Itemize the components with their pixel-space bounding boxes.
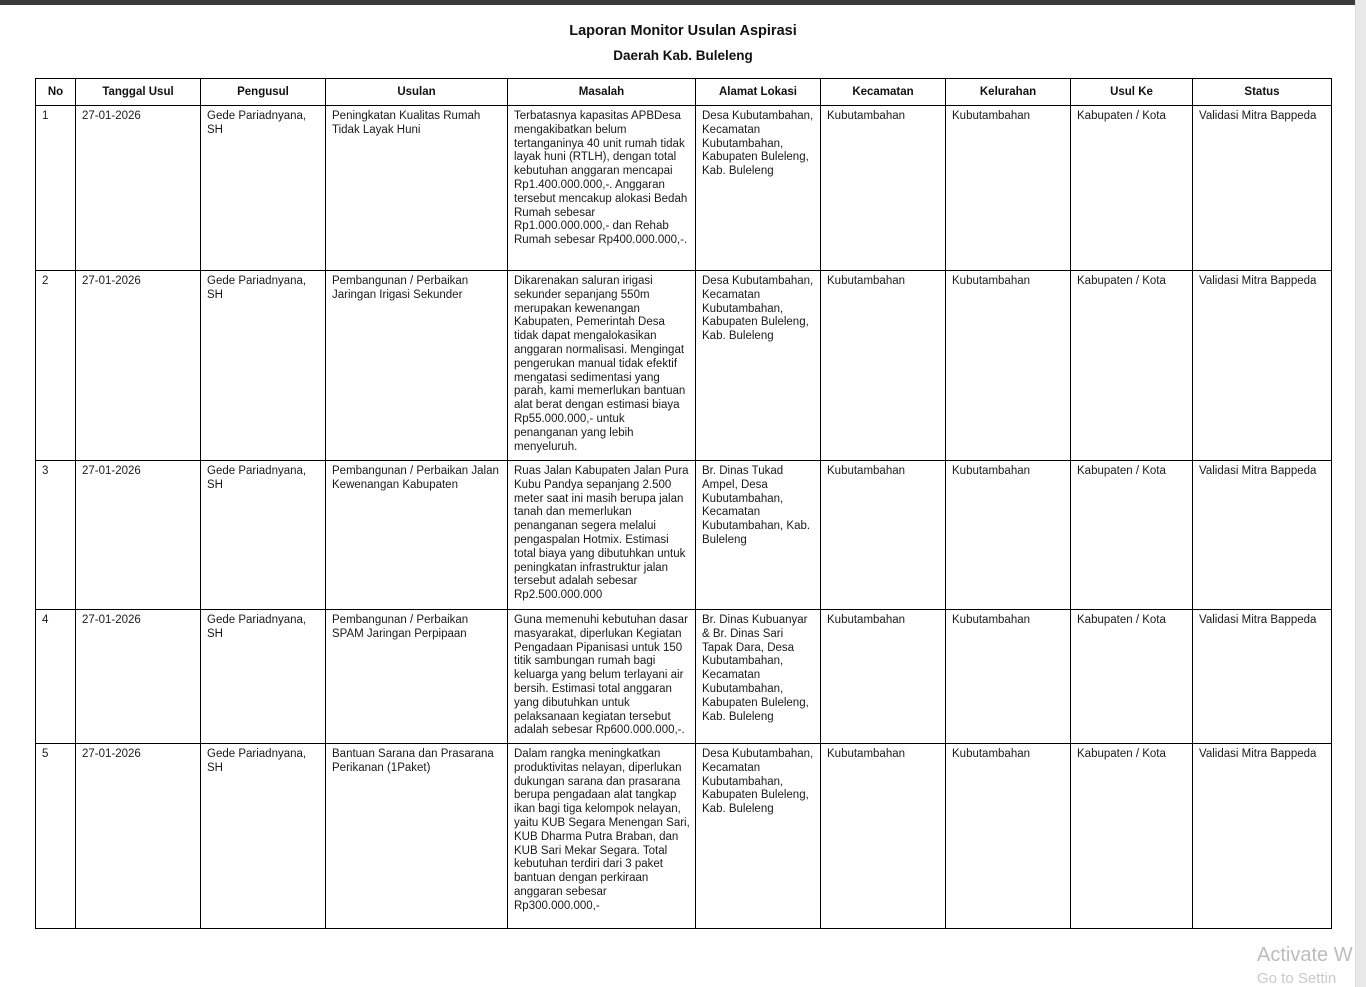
report-title: Laporan Monitor Usulan Aspirasi (569, 23, 797, 39)
watermark-line2: Go to Settin (1257, 970, 1337, 987)
cell-alamat: Desa Kubutambahan, Kecamatan Kubutambahan, Kabupaten Buleleng, Kab. Buleleng (696, 271, 821, 461)
table-row (36, 271, 1332, 461)
cell-usulan: Peningkatan Kualitas Rumah Tidak Layak Huni (326, 106, 508, 271)
cell-usul_ke: Kabupaten / Kota (1071, 744, 1193, 929)
cell-tanggal: 27-01-2026 (76, 610, 201, 744)
cell-kelurahan: Kubutambahan (946, 271, 1071, 461)
cell-kecamatan: Kubutambahan (821, 461, 946, 610)
report-subtitle: Daerah Kab. Buleleng (613, 48, 753, 63)
column-header-kecamatan: Kecamatan (821, 79, 946, 106)
cell-masalah: Terbatasnya kapasitas APBDesa mengakibatkan belum tertanganinya 40 unit rumah tidak layak huni (RTLH), dengan total kebutuhan anggaran mencapai Rp1.400.000.000,-. Anggaran tersebut mencakup alokasi Bedah Rumah sebesar Rp1.000.000.000,- dan Rehab Rumah sebesar Rp400.000.000,-. (508, 106, 696, 271)
cell-tanggal: 27-01-2026 (76, 461, 201, 610)
cell-tanggal: 27-01-2026 (76, 106, 201, 271)
cell-status: Validasi Mitra Bappeda (1193, 744, 1332, 929)
right-edge-strip[interactable] (1355, 0, 1366, 987)
cell-kelurahan: Kubutambahan (946, 106, 1071, 271)
cell-pengusul: Gede Pariadnyana, SH (201, 610, 326, 744)
cell-kecamatan: Kubutambahan (821, 106, 946, 271)
table-row (36, 106, 1332, 271)
cell-status: Validasi Mitra Bappeda (1193, 271, 1332, 461)
cell-usulan: Pembangunan / Perbaikan Jaringan Irigasi Sekunder (326, 271, 508, 461)
cell-usul_ke: Kabupaten / Kota (1071, 610, 1193, 744)
cell-alamat: Desa Kubutambahan, Kecamatan Kubutambahan, Kabupaten Buleleng, Kab. Buleleng (696, 106, 821, 271)
cell-alamat: Br. Dinas Kubuanyar & Br. Dinas Sari Tapak Dara, Desa Kubutambahan, Kecamatan Kubutambahan, Kabupaten Buleleng, Kab. Buleleng (696, 610, 821, 744)
cell-usulan: Pembangunan / Perbaikan SPAM Jaringan Perpipaan (326, 610, 508, 744)
cell-kecamatan: Kubutambahan (821, 744, 946, 929)
cell-pengusul: Gede Pariadnyana, SH (201, 461, 326, 610)
cell-usul_ke: Kabupaten / Kota (1071, 461, 1193, 610)
cell-kelurahan: Kubutambahan (946, 610, 1071, 744)
cell-masalah: Ruas Jalan Kabupaten Jalan Pura Kubu Pandya sepanjang 2.500 meter saat ini masih berupa jalan tanah dan memerlukan penanganan segera melalui pengaspalan Hotmix. Estimasi total biaya yang dibutuhkan untuk peningkatan infrastruktur jalan tersebut adalah sebesar Rp2.500.000.000 (508, 461, 696, 610)
cell-kecamatan: Kubutambahan (821, 271, 946, 461)
cell-no: 4 (36, 610, 76, 744)
cell-no: 3 (36, 461, 76, 610)
column-header-tanggal: Tanggal Usul (76, 79, 201, 106)
column-header-kelurahan: Kelurahan (946, 79, 1071, 106)
watermark-line1: Activate W (1257, 944, 1353, 966)
column-header-pengusul: Pengusul (201, 79, 326, 106)
cell-status: Validasi Mitra Bappeda (1193, 610, 1332, 744)
column-header-no: No (36, 79, 76, 106)
table-header-row (36, 79, 1332, 106)
cell-masalah: Dikarenakan saluran irigasi sekunder sepanjang 550m merupakan kewenangan Kabupaten, Pemerintah Desa tidak dapat mengalokasikan anggaran normalisasi. Mengingat pengerukan manual tidak efektif mengatasi sedimentasi yang parah, kami memerlukan bantuan alat berat dengan estimasi biaya Rp55.000.000,- untuk penanganan yang lebih menyeluruh. (508, 271, 696, 461)
cell-masalah: Dalam rangka meningkatkan produktivitas nelayan, diperlukan dukungan sarana dan prasarana berupa pengadaan alat tangkap ikan bagi tiga kelompok nelayan, yaitu KUB Segara Menengan Sari, KUB Dharma Putra Braban, dan KUB Sari Mekar Segara. Total kebutuhan terdiri dari 3 paket bantuan dengan perkiraan anggaran sebesar Rp300.000.000,- (508, 744, 696, 929)
table-row (36, 610, 1332, 744)
column-header-alamat: Alamat Lokasi (696, 79, 821, 106)
cell-tanggal: 27-01-2026 (76, 271, 201, 461)
cell-kecamatan: Kubutambahan (821, 610, 946, 744)
table-row (36, 744, 1332, 929)
cell-no: 2 (36, 271, 76, 461)
cell-no: 1 (36, 106, 76, 271)
cell-usul_ke: Kabupaten / Kota (1071, 106, 1193, 271)
cell-tanggal: 27-01-2026 (76, 744, 201, 929)
cell-usul_ke: Kabupaten / Kota (1071, 271, 1193, 461)
cell-pengusul: Gede Pariadnyana, SH (201, 744, 326, 929)
cell-alamat: Br. Dinas Tukad Ampel, Desa Kubutambahan, Kecamatan Kubutambahan, Kab. Buleleng (696, 461, 821, 610)
cell-status: Validasi Mitra Bappeda (1193, 106, 1332, 271)
cell-masalah: Guna memenuhi kebutuhan dasar masyarakat, diperlukan Kegiatan Pengadaan Pipanisasi untuk 150 titik sambungan rumah bagi keluarga yang belum terlayani air bersih. Estimasi total anggaran yang dibutuhkan untuk pelaksanaan kegiatan tersebut adalah sebesar Rp600.000.000,-. (508, 610, 696, 744)
activate-windows-watermark (1257, 944, 1353, 987)
cell-kelurahan: Kubutambahan (946, 744, 1071, 929)
report-table (35, 78, 1332, 929)
cell-pengusul: Gede Pariadnyana, SH (201, 106, 326, 271)
report-page (35, 5, 1331, 929)
cell-usulan: Pembangunan / Perbaikan Jalan Kewenangan Kabupaten (326, 461, 508, 610)
column-header-masalah: Masalah (508, 79, 696, 106)
window-top-bar (0, 0, 1366, 5)
cell-usulan: Bantuan Sarana dan Prasarana Perikanan (1Paket) (326, 744, 508, 929)
cell-alamat: Desa Kubutambahan, Kecamatan Kubutambahan, Kabupaten Buleleng, Kab. Buleleng (696, 744, 821, 929)
cell-kelurahan: Kubutambahan (946, 461, 1071, 610)
column-header-status: Status (1193, 79, 1332, 106)
column-header-usul_ke: Usul Ke (1071, 79, 1193, 106)
cell-status: Validasi Mitra Bappeda (1193, 461, 1332, 610)
cell-no: 5 (36, 744, 76, 929)
cell-pengusul: Gede Pariadnyana, SH (201, 271, 326, 461)
column-header-usulan: Usulan (326, 79, 508, 106)
table-row (36, 461, 1332, 610)
